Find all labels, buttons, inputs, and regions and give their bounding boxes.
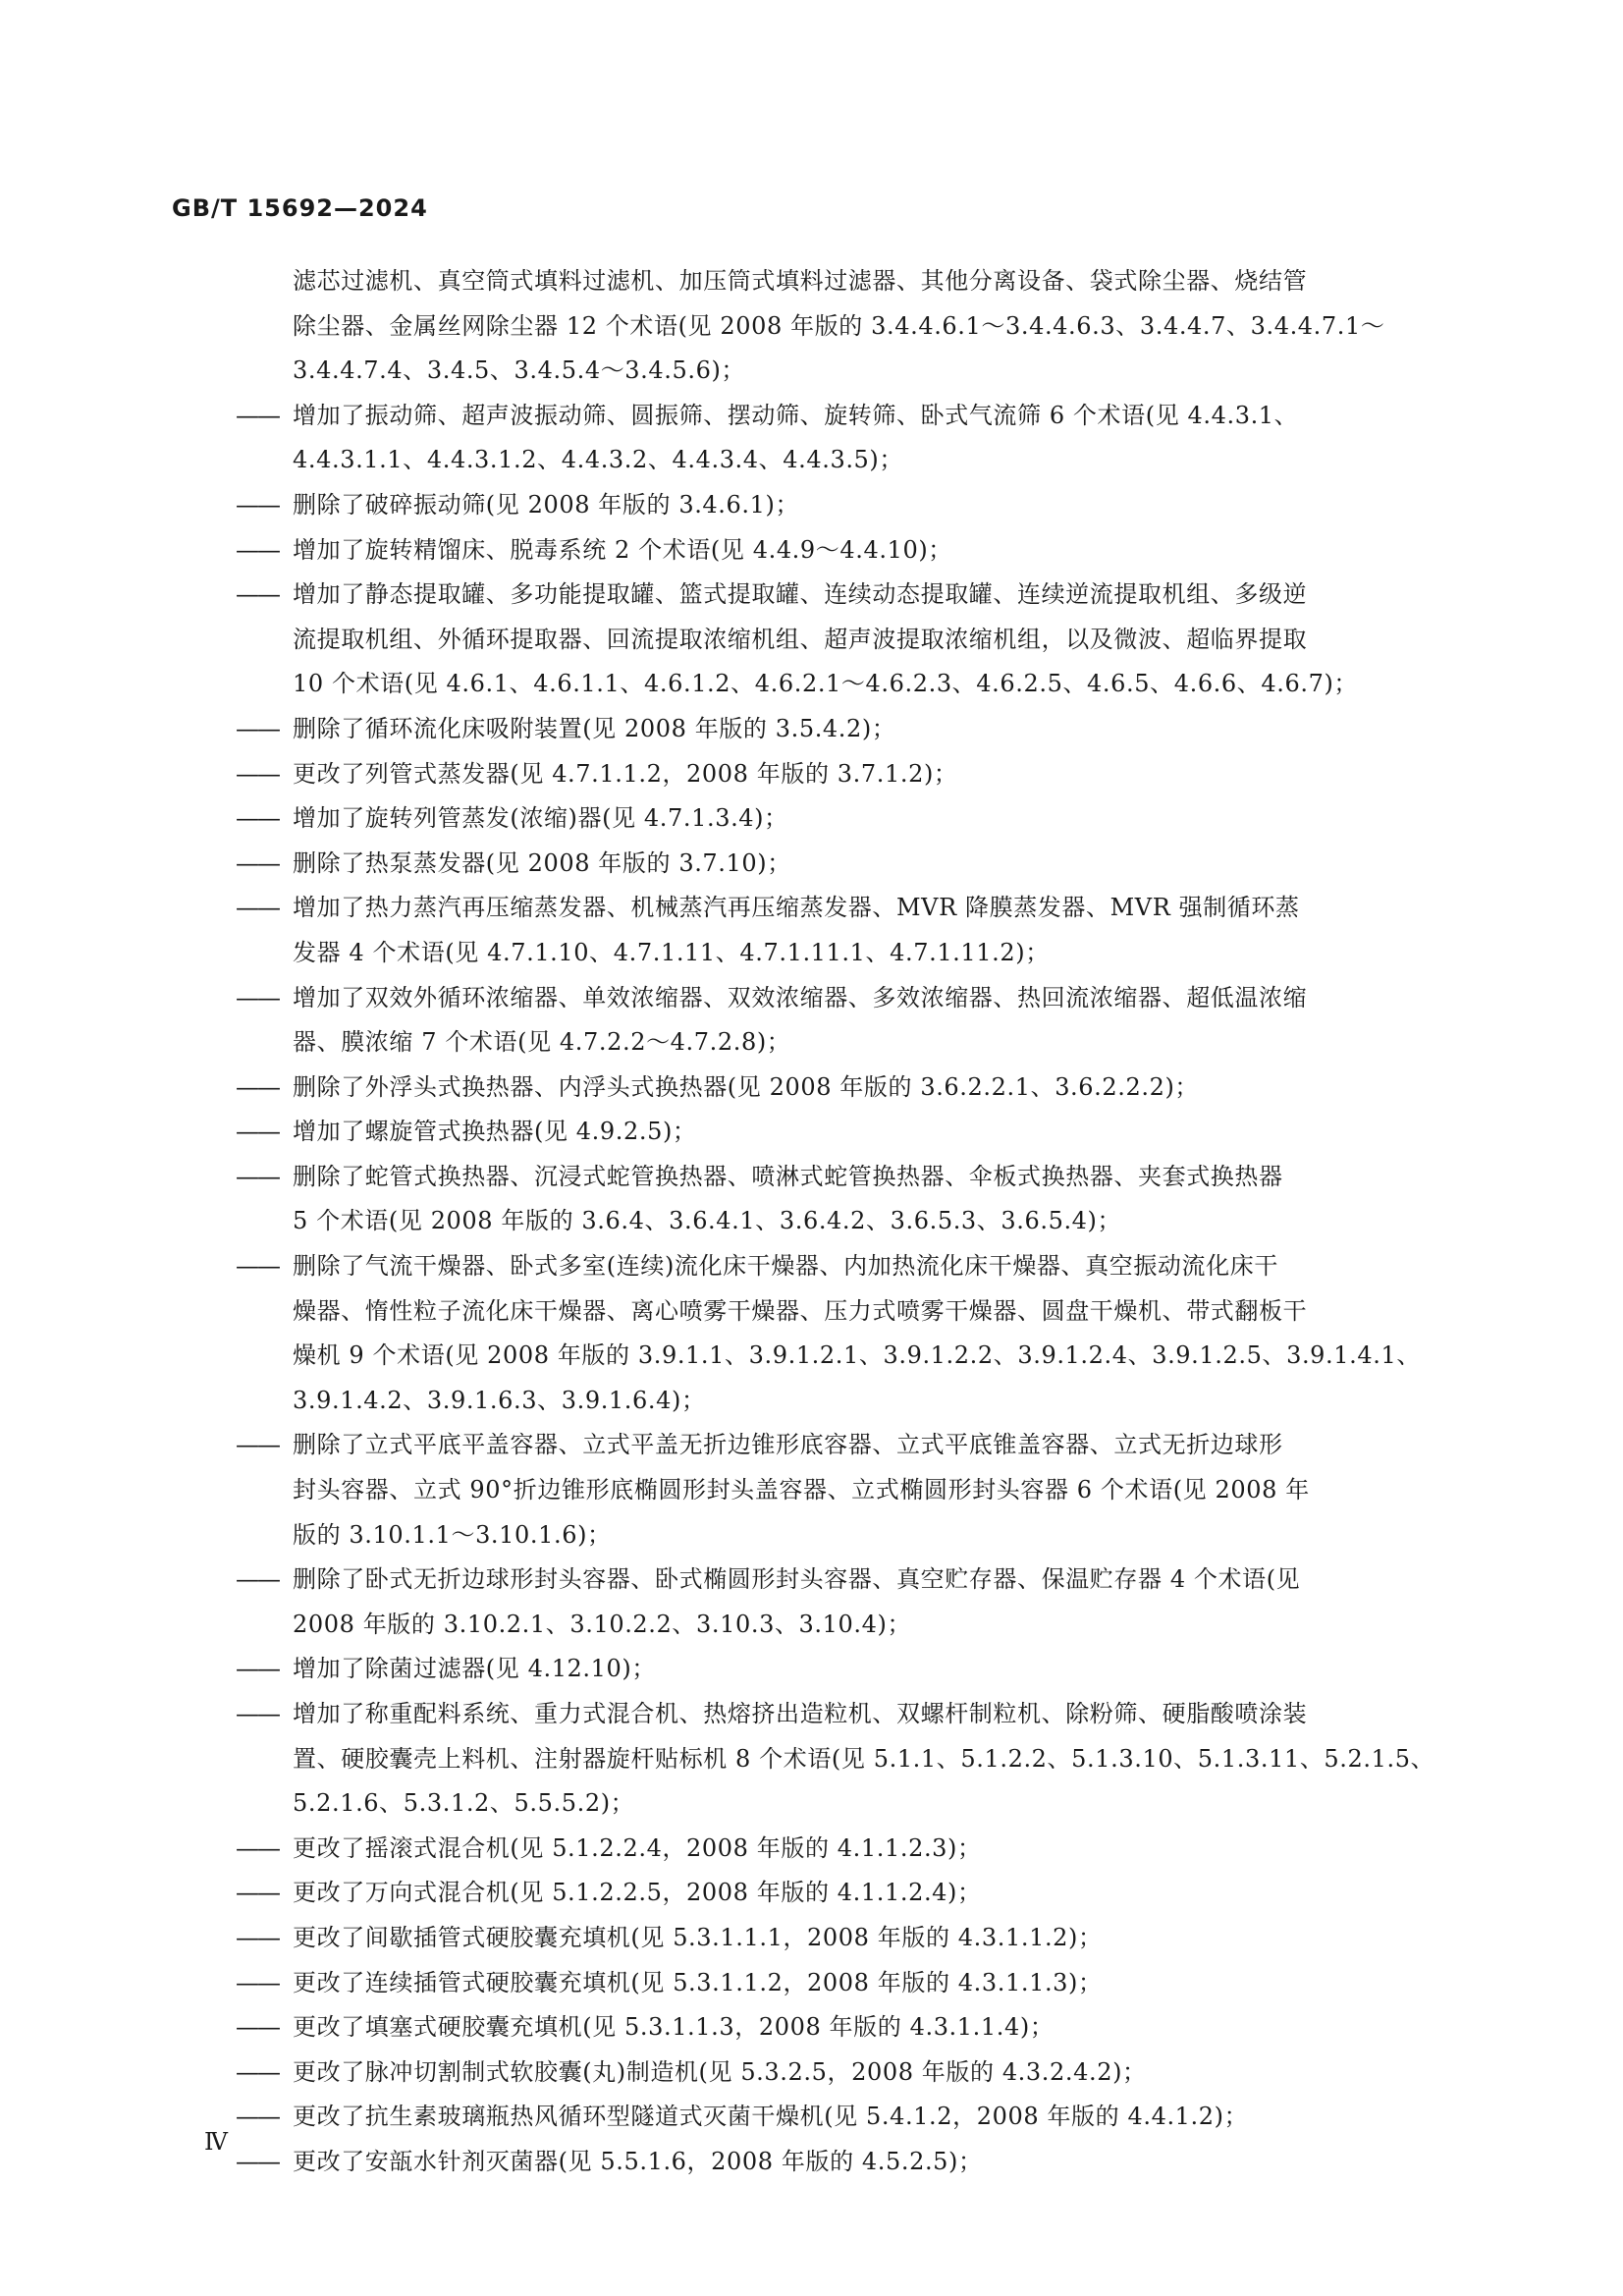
list-item (236, 394, 1443, 439)
list-item-text: 3.9.1.4.2、3.9.1.6.3、3.9.1.6.4)； (293, 1386, 706, 1414)
list-item-text: 删除了蛇管式换热器、沉浸式蛇管换热器、喷淋式蛇管换热器、伞板式换热器、夹套式换热器 (293, 1162, 1283, 1190)
list-item-text: 流提取机组、外循环提取器、回流提取浓缩机组、超声波提取浓缩机组，以及微波、超临界提取 (293, 625, 1308, 653)
list-dash: —— (236, 759, 279, 788)
list-item-continuation (236, 662, 1443, 707)
list-item (236, 2095, 1443, 2140)
list-item-text: 删除了立式平底平盖容器、立式平盖无折边锥形底容器、立式平底锥盖容器、立式无折边球形 (293, 1431, 1283, 1459)
list-item-text: 燥机 9 个术语(见 2008 年版的 3.9.1.1、3.9.1.2.1、3.9.1.2.2、3.9.1.2.4、3.9.1.2.5、3.9.1.4.1、 (293, 1341, 1421, 1370)
list-dash: —— (236, 2013, 279, 2042)
list-item-continuation (236, 1199, 1443, 1244)
change-list (236, 259, 1443, 2185)
list-item-text: 更改了安瓿水针剂灭菌器(见 5.5.1.6，2008 年版的 4.5.2.5)； (293, 2147, 983, 2175)
list-item (236, 976, 1443, 1021)
list-item-text: 增加了旋转列管蒸发(浓缩)器(见 4.7.1.3.4)； (293, 804, 788, 833)
list-item-text: 除尘器、金属丝网除尘器 12 个术语(见 2008 年版的 3.4.4.6.1～3.4.4.6.3、3.4.4.7、3.4.4.7.1～ (293, 311, 1385, 340)
list-item-text: 3.4.4.7.4、3.4.5、3.4.5.4～3.4.5.6)； (293, 356, 746, 385)
list-item (236, 1558, 1443, 1603)
list-item-continuation (236, 618, 1443, 663)
list-dash: —— (236, 848, 279, 877)
list-item-text: 增加了称重配料系统、重力式混合机、热熔挤出造粒机、双螺杆制粒机、除粉筛、硬脂酸喷涂装 (293, 1700, 1308, 1727)
list-item-text: 滤芯过滤机、真空筒式填料过滤机、加压筒式填料过滤器、其他分离设备、袋式除尘器、烧结管 (293, 267, 1308, 295)
list-item-text: 更改了脉冲切割制式软胶囊(丸)制造机(见 5.3.2.5，2008 年版的 4.3.2.4.2)； (293, 2057, 1147, 2086)
list-item-text: 增加了振动筛、超声波振动筛、圆振筛、摆动筛、旋转筛、卧式气流筛 6 个术语(见 4.4.3.1、 (293, 401, 1299, 429)
list-item-text: 置、硬胶囊壳上料机、注射器旋杆贴标机 8 个术语(见 5.1.1、5.1.2.2、5.1.3.10、5.1.3.11、5.2.1.5、 (293, 1744, 1435, 1773)
list-item-text: 删除了外浮头式换热器、内浮头式换热器(见 2008 年版的 3.6.2.2.1、3.6.2.2.2)； (293, 1072, 1200, 1101)
list-item (236, 796, 1443, 842)
list-item (236, 886, 1443, 931)
list-item-text: 增加了双效外循环浓缩器、单效浓缩器、双效浓缩器、多效浓缩器、热回流浓缩器、超低温浓缩 (293, 983, 1308, 1011)
list-item-continuation (236, 1737, 1443, 1782)
list-item-continuation (236, 1468, 1443, 1513)
list-dash: —— (236, 1879, 279, 1907)
list-dash: —— (236, 580, 279, 609)
list-item-text: 删除了破碎振动筛(见 2008 年版的 3.4.6.1)； (293, 490, 800, 519)
list-item (236, 1692, 1443, 1737)
document-standard-number: GB/T 15692—2024 (172, 194, 428, 222)
list-dash: —— (236, 401, 279, 429)
list-dash: —— (236, 1968, 279, 1996)
page-number: Ⅳ (204, 2128, 228, 2156)
list-item-text: 更改了间歇插管式硬胶囊充填机(见 5.3.1.1.1，2008 年版的 4.3.1.1.2)； (293, 1923, 1103, 1951)
list-item (236, 842, 1443, 887)
list-item-text: 更改了连续插管式硬胶囊充填机(见 5.3.1.1.2，2008 年版的 4.3.1.1.3)； (293, 1968, 1103, 1996)
list-item-text: 删除了热泵蒸发器(见 2008 年版的 3.7.10)； (293, 848, 791, 877)
list-dash: —— (236, 1162, 279, 1190)
list-item-continuation (236, 1020, 1443, 1066)
list-dash: —— (236, 2103, 279, 2131)
list-item-text: 删除了气流干燥器、卧式多室(连续)流化床干燥器、内加热流化床干燥器、真空振动流化床干 (293, 1252, 1278, 1281)
list-item-continuation (236, 349, 1443, 394)
list-item-text: 删除了循环流化床吸附装置(见 2008 年版的 3.5.4.2)； (293, 714, 896, 742)
list-item (236, 1916, 1443, 1961)
list-item-continuation (236, 1379, 1443, 1424)
list-item (236, 1244, 1443, 1289)
list-item-text: 4.4.3.1.1、4.4.3.1.2、4.4.3.2、4.4.3.4、4.4.3.5)； (293, 446, 903, 474)
list-dash: —— (236, 1431, 279, 1459)
list-item-continuation (236, 1781, 1443, 1827)
list-item-text: 5.2.1.6、5.3.1.2、5.5.5.2)； (293, 1789, 635, 1818)
list-dash: —— (236, 894, 279, 922)
list-item-text: 发器 4 个术语(见 4.7.1.10、4.7.1.11、4.7.1.11.1、4.7.1.11.2)； (293, 938, 1050, 966)
list-item-continuation (236, 304, 1443, 350)
list-item-text: 2008 年版的 3.10.2.1、3.10.2.2、3.10.3、3.10.4)； (293, 1610, 912, 1638)
list-item-continuation (236, 1289, 1443, 1335)
list-item-continuation (236, 1513, 1443, 1558)
list-item (236, 1110, 1443, 1155)
list-item (236, 2140, 1443, 2185)
list-item-text: 器、膜浓缩 7 个术语(见 4.7.2.2～4.7.2.8)； (293, 1028, 791, 1057)
list-item (236, 1871, 1443, 1916)
list-item-continuation (236, 931, 1443, 976)
list-item-text: 5 个术语(见 2008 年版的 3.6.4、3.6.4.1、3.6.4.2、3.6.5.3、3.6.5.4)； (293, 1207, 1122, 1235)
list-item-text: 版的 3.10.1.1～3.10.1.6)； (293, 1520, 612, 1549)
list-item-text: 更改了抗生素玻璃瓶热风循环型隧道式灭菌干燥机(见 5.4.1.2，2008 年版的 4.4.1.2)； (293, 2103, 1249, 2131)
list-item-text: 封头容器、立式 90°折边锥形底椭圆形封头盖容器、立式椭圆形封头容器 6 个术语(见 2008 年 (293, 1476, 1310, 1504)
list-dash: —— (236, 2147, 279, 2175)
list-dash: —— (236, 1923, 279, 1951)
list-item (236, 2050, 1443, 2096)
list-item-text: 更改了万向式混合机(见 5.1.2.2.5，2008 年版的 4.1.1.2.4)； (293, 1879, 982, 1907)
list-dash: —— (236, 2057, 279, 2086)
list-dash: —— (236, 1118, 279, 1146)
list-item (236, 752, 1443, 797)
list-dash: —— (236, 490, 279, 519)
list-item-continuation (236, 259, 1443, 304)
list-item-text: 增加了螺旋管式换热器(见 4.9.2.5)； (293, 1118, 697, 1146)
list-dash: —— (236, 535, 279, 564)
list-item-text: 增加了静态提取罐、多功能提取罐、篮式提取罐、连续动态提取罐、连续逆流提取机组、多级逆 (293, 580, 1308, 609)
list-item (236, 483, 1443, 528)
list-item (236, 1961, 1443, 2006)
list-dash: —— (236, 1565, 279, 1594)
list-dash: —— (236, 983, 279, 1011)
list-item-continuation (236, 1603, 1443, 1648)
list-dash: —— (236, 1655, 279, 1683)
list-dash: —— (236, 804, 279, 833)
list-item (236, 1066, 1443, 1111)
list-item-text: 更改了摇滚式混合机(见 5.1.2.2.4，2008 年版的 4.1.1.2.3)； (293, 1833, 982, 1862)
list-item (236, 2005, 1443, 2050)
list-item-text: 删除了卧式无折边球形封头容器、卧式椭圆形封头容器、真空贮存器、保温贮存器 4 个术语(见 (293, 1565, 1301, 1594)
list-item-text: 更改了填塞式硬胶囊充填机(见 5.3.1.1.3，2008 年版的 4.3.1.1.4)； (293, 2013, 1055, 2042)
list-dash: —— (236, 1833, 279, 1862)
list-item (236, 1155, 1443, 1200)
list-item-continuation (236, 1334, 1443, 1379)
list-item-text: 更改了列管式蒸发器(见 4.7.1.1.2，2008 年版的 3.7.1.2)； (293, 759, 958, 788)
list-item-text: 增加了旋转精馏床、脱毒系统 2 个术语(见 4.4.9～4.4.10)； (293, 535, 952, 564)
list-item-text: 增加了热力蒸汽再压缩蒸发器、机械蒸汽再压缩蒸发器、MVR 降膜蒸发器、MVR 强制循环蒸 (293, 894, 1300, 922)
list-item (236, 1647, 1443, 1692)
list-item (236, 1827, 1443, 1872)
list-dash: —— (236, 1072, 279, 1101)
list-item (236, 1423, 1443, 1468)
list-item-text: 燥器、惰性粒子流化床干燥器、离心喷雾干燥器、压力式喷雾干燥器、圆盘干燥机、带式翻板干 (293, 1296, 1308, 1325)
list-item-continuation (236, 438, 1443, 483)
list-dash: —— (236, 1252, 279, 1281)
list-item-text: 10 个术语(见 4.6.1、4.6.1.1、4.6.1.2、4.6.2.1～4.6.2.3、4.6.2.5、4.6.5、4.6.6、4.6.7)； (293, 670, 1359, 698)
list-item-text: 增加了除菌过滤器(见 4.12.10)； (293, 1655, 656, 1683)
list-dash: —— (236, 1700, 279, 1727)
list-item (236, 707, 1443, 752)
list-item (236, 528, 1443, 574)
list-dash: —— (236, 714, 279, 742)
list-item (236, 573, 1443, 618)
